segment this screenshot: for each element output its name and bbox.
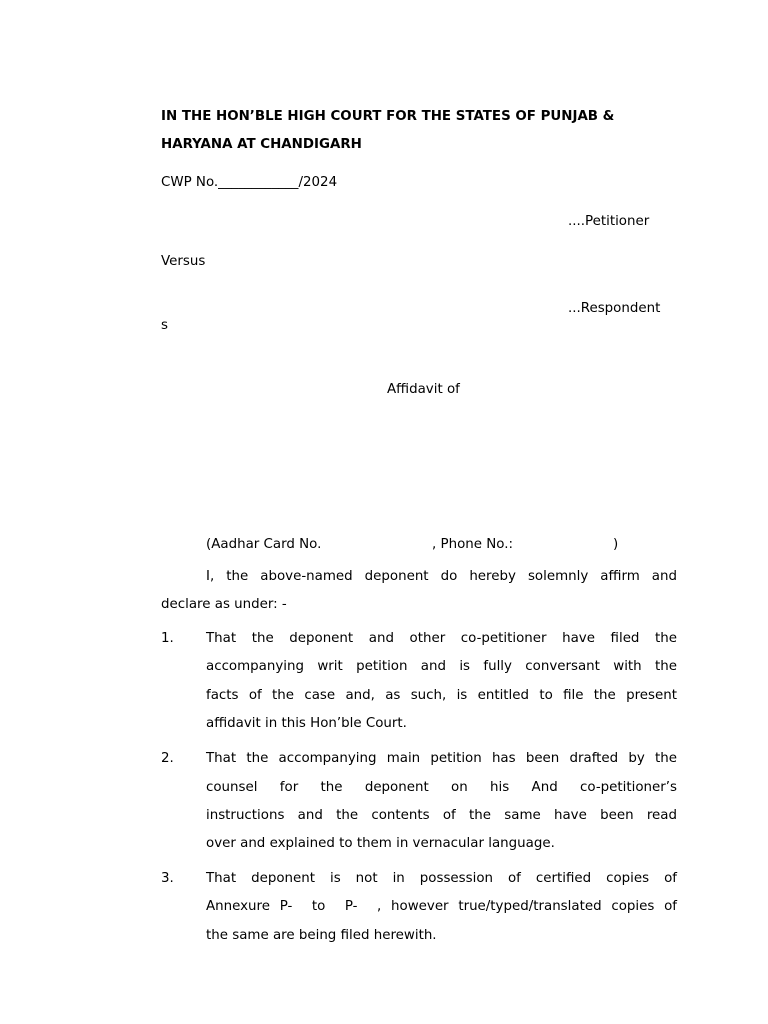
paragraph-1-line: facts of the case and, as such, is entitled to file the present	[206, 688, 677, 703]
court-heading-line-2: HARYANA AT CHANDIGARH	[161, 137, 362, 152]
intro-line-1: I, the above-named deponent do hereby solemnly affirm and	[206, 569, 677, 584]
paragraph-1-number: 1.	[161, 631, 174, 646]
versus-label: Versus	[161, 254, 206, 269]
id-line-close: )	[613, 537, 619, 552]
court-heading-line-1: IN THE HON’BLE HIGH COURT FOR THE STATES OF PUNJAB &	[161, 109, 615, 124]
aadhar-label: (Aadhar Card No.	[206, 537, 322, 552]
case-number: CWP No.____________/2024	[161, 175, 338, 190]
paragraph-2-line: counsel for the deponent on his And co-petitioner’s	[206, 780, 677, 795]
respondent-label: ...Respondent	[568, 301, 661, 316]
respondent-label-wrap: s	[161, 318, 168, 333]
paragraph-3-line: Annexure P- to P- , however true/typed/translated copies of	[206, 899, 677, 914]
petitioner-label: ....Petitioner	[568, 214, 650, 229]
paragraph-2-line: over and explained to them in vernacular language.	[206, 836, 555, 851]
phone-label: , Phone No.:	[432, 537, 513, 552]
intro-line-2: declare as under: -	[161, 597, 287, 612]
paragraph-3-line: the same are being filed herewith.	[206, 928, 437, 943]
paragraph-1-line: accompanying writ petition and is fully conversant with the	[206, 659, 677, 674]
paragraph-3-number: 3.	[161, 871, 174, 886]
paragraph-2-line: That the accompanying main petition has been drafted by the	[206, 751, 677, 766]
paragraph-2-number: 2.	[161, 751, 174, 766]
paragraph-2-line: instructions and the contents of the same have been read	[206, 808, 677, 823]
paragraph-1-line: affidavit in this Hon’ble Court.	[206, 716, 407, 731]
paragraph-3-line: That deponent is not in possession of certified copies of	[206, 871, 677, 886]
paragraph-1-line: That the deponent and other co-petitioner have filed the	[206, 631, 677, 646]
affidavit-title: Affidavit of	[387, 382, 460, 397]
